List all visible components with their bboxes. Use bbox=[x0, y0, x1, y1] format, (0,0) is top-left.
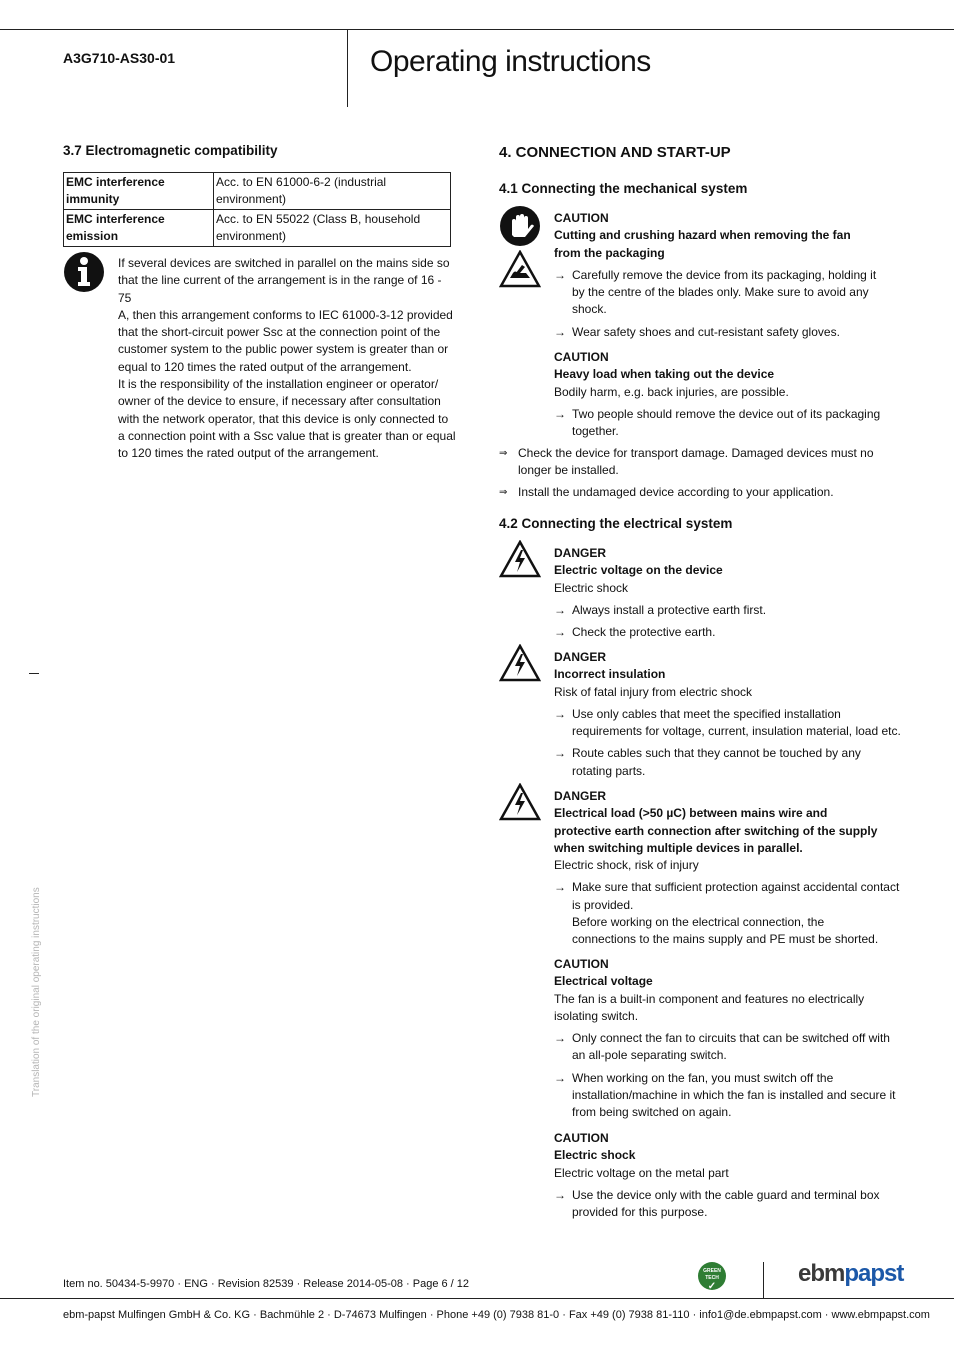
info-line: A, then this arrangement conforms to IEC 61000-3-12 provided bbox=[118, 307, 453, 322]
side-note: Translation of the original operating instructions bbox=[31, 887, 42, 1097]
warning-consequence: Bodily harm, e.g. back injuries, are possible. bbox=[554, 384, 789, 399]
instruction-item bbox=[554, 324, 904, 341]
instruction-item bbox=[554, 602, 904, 619]
danger-block bbox=[554, 545, 904, 641]
arrow-icon: → bbox=[554, 1070, 566, 1085]
arrow-icon: → bbox=[554, 267, 566, 282]
warning-caption: DANGER bbox=[554, 789, 607, 803]
electrical-heading: 4.2 Connecting the electrical system bbox=[499, 516, 733, 531]
info-line: that the short-circuit power Ssc at the connection point of the bbox=[118, 325, 441, 340]
arrow-icon: → bbox=[554, 880, 566, 895]
danger-block bbox=[554, 649, 904, 780]
warning-caption: CAUTION bbox=[554, 211, 609, 225]
instruction-line: together. bbox=[572, 424, 619, 439]
table-cell: Acc. to EN 55022 (Class B, household environment) bbox=[214, 210, 451, 247]
instruction-line: by the centre of the blades only. Make sure to avoid any bbox=[572, 285, 869, 300]
greentech-badge-icon: GREEN TECH ✓ bbox=[698, 1262, 726, 1290]
instruction-item bbox=[554, 406, 904, 441]
instruction-item bbox=[554, 1030, 904, 1065]
info-line: It is the responsibility of the installation engineer or operator/ bbox=[118, 377, 439, 392]
check-item bbox=[499, 445, 899, 480]
instruction-line: installation/machine in which the fan is installed and secure it bbox=[572, 1088, 896, 1103]
arrow-icon: → bbox=[554, 602, 566, 617]
instruction-line: Only connect the fan to circuits that can be switched off with bbox=[572, 1031, 890, 1046]
arrow-icon: → bbox=[554, 1187, 566, 1202]
warning-subject: Cutting and crushing hazard when removing the fan bbox=[554, 228, 851, 243]
warning-subject: Electric voltage on the device bbox=[554, 563, 723, 578]
instruction-line: connections to the mains supply and PE must be shorted. bbox=[572, 932, 879, 947]
warning-caption: DANGER bbox=[554, 546, 607, 560]
instruction-line: requirements for voltage, current, insulation material, load etc. bbox=[572, 724, 901, 739]
footer-item-info: Item no. 50434-5-9970 · ENG · Revision 82539 · Release 2014-05-08 · Page 6 / 12 bbox=[63, 1278, 470, 1290]
info-line: that the line current of the arrangement is in the range of 16 - 75 bbox=[118, 273, 442, 305]
instruction-line: Use only cables that meet the specified installation bbox=[572, 706, 841, 721]
instruction-line: is provided. bbox=[572, 897, 634, 912]
mechanical-heading: 4.1 Connecting the mechanical system bbox=[499, 181, 748, 196]
warning-caption: CAUTION bbox=[554, 1131, 609, 1145]
warning-subject: from the packaging bbox=[554, 245, 665, 260]
danger-block bbox=[554, 788, 904, 949]
table-cell: Acc. to EN 61000-6-2 (industrial environment) bbox=[214, 173, 451, 210]
instruction-line: provided for this purpose. bbox=[572, 1205, 708, 1220]
warning-caption: CAUTION bbox=[554, 957, 609, 971]
electric-hazard-icon bbox=[499, 644, 541, 682]
connection-heading: 4. CONNECTION AND START-UP bbox=[499, 144, 731, 161]
instruction-line: rotating parts. bbox=[572, 763, 646, 778]
info-line: owner of the device to ensure, if necessary after consultation bbox=[118, 394, 441, 409]
instruction-item bbox=[554, 706, 904, 741]
info-line: customer system to the public power system is greater than or bbox=[118, 342, 449, 357]
caution-block bbox=[554, 1130, 904, 1221]
warning-subject: when switching multiple devices in parallel. bbox=[554, 840, 803, 855]
fold-mark bbox=[29, 673, 39, 674]
arrow-icon: → bbox=[554, 324, 566, 339]
instruction-item bbox=[554, 267, 904, 319]
footer-rule bbox=[0, 1298, 954, 1299]
instruction-item bbox=[554, 745, 904, 780]
instruction-line: Always install a protective earth first. bbox=[572, 602, 767, 617]
check-line: longer be installed. bbox=[518, 463, 619, 478]
model-number: A3G710-AS30-01 bbox=[63, 50, 176, 66]
check-line: Check the device for transport damage. Damaged devices must no bbox=[518, 446, 874, 460]
warning-subject: Electrical voltage bbox=[554, 974, 653, 989]
warning-consequence: Electric voltage on the metal part bbox=[554, 1165, 729, 1180]
electric-hazard-icon bbox=[499, 783, 541, 821]
instruction-line: When working on the fan, you must switch off the bbox=[572, 1070, 834, 1085]
instruction-line: from being switched on again. bbox=[572, 1105, 732, 1120]
check-arrow-icon: ⇒ bbox=[499, 448, 508, 459]
warning-subject: Electric shock bbox=[554, 1148, 636, 1163]
info-icon bbox=[63, 251, 105, 293]
instruction-line: shock. bbox=[572, 302, 607, 317]
instruction-line: Wear safety shoes and cut-resistant safety gloves. bbox=[572, 324, 840, 339]
warning-consequence: isolating switch. bbox=[554, 1008, 639, 1023]
footer-company-info: ebm-papst Mulfingen GmbH & Co. KG · Bachmühle 2 · D-74673 Mulfingen · Phone +49 (0) 7938 81-0 · Fax +49 (0) 7938 81-110 · info1@de.ebmpapst.com · www.ebmpapst.com bbox=[63, 1309, 930, 1321]
warning-consequence: Electric shock bbox=[554, 580, 629, 595]
warning-consequence: The fan is a built-in component and features no electrically bbox=[554, 991, 865, 1006]
ebmpapst-logo: ebmpapst bbox=[798, 1260, 904, 1287]
table-row bbox=[64, 210, 451, 247]
table-row bbox=[64, 173, 451, 210]
arrow-icon: → bbox=[554, 625, 566, 640]
instruction-line: Check the protective earth. bbox=[572, 625, 716, 640]
instruction-line: Route cables such that they cannot be touched by any bbox=[572, 746, 861, 761]
page-title: Operating instructions bbox=[370, 45, 651, 78]
instruction-line: Make sure that sufficient protection against accidental contact bbox=[572, 880, 900, 895]
header-divider bbox=[347, 29, 348, 107]
check-arrow-icon: ⇒ bbox=[499, 487, 508, 498]
instruction-line: Before working on the electrical connection, the bbox=[572, 915, 825, 930]
instruction-item bbox=[554, 879, 904, 948]
instruction-item bbox=[554, 624, 904, 641]
caution-block bbox=[554, 349, 904, 440]
footer-divider bbox=[763, 1262, 764, 1298]
instruction-line: Use the device only with the cable guard and terminal box bbox=[572, 1187, 880, 1202]
info-line: If several devices are switched in parallel on the mains side so bbox=[118, 256, 450, 270]
instruction-line: Carefully remove the device from its packaging, holding it bbox=[572, 267, 877, 282]
emc-heading: 3.7 Electromagnetic compatibility bbox=[63, 143, 278, 158]
crush-hazard-icon bbox=[499, 250, 541, 288]
arrow-icon: → bbox=[554, 706, 566, 721]
header-top-rule bbox=[0, 29, 954, 30]
check-line: Install the undamaged device according to your application. bbox=[518, 485, 834, 499]
gloves-icon bbox=[499, 205, 541, 247]
instruction-item bbox=[554, 1070, 904, 1122]
arrow-icon: → bbox=[554, 746, 566, 761]
table-cell: EMC interference immunity bbox=[64, 173, 214, 210]
electric-hazard-icon bbox=[499, 540, 541, 578]
info-line: a connection point with a Ssc value that is greater than or equal bbox=[118, 428, 456, 443]
instruction-line: Two people should remove the device out of its packaging bbox=[572, 406, 881, 421]
arrow-icon: → bbox=[554, 1031, 566, 1046]
instruction-item bbox=[554, 1187, 904, 1222]
table-cell: EMC interference emission bbox=[64, 210, 214, 247]
warning-subject: protective earth connection after switching of the supply bbox=[554, 823, 878, 838]
instruction-line: an all-pole separating switch. bbox=[572, 1048, 727, 1063]
emc-info-text bbox=[118, 255, 458, 463]
warning-subject: Incorrect insulation bbox=[554, 667, 666, 682]
info-line: to 120 times the rated output of the arrangement. bbox=[118, 446, 379, 461]
warning-subject: Heavy load when taking out the device bbox=[554, 367, 775, 382]
warning-consequence: Electric shock, risk of injury bbox=[554, 858, 699, 873]
arrow-icon: → bbox=[554, 406, 566, 421]
caution-block bbox=[554, 210, 904, 341]
warning-subject: Electrical load (>50 µC) between mains wire and bbox=[554, 806, 828, 821]
info-line: with the network operator, that this device is only connected to bbox=[118, 411, 449, 426]
caution-block bbox=[554, 956, 904, 1122]
info-line: equal to 120 times the rated output of the arrangement. bbox=[118, 359, 412, 374]
warning-caption: CAUTION bbox=[554, 350, 609, 364]
check-item bbox=[499, 484, 899, 501]
emc-table bbox=[63, 172, 451, 247]
warning-consequence: Risk of fatal injury from electric shock bbox=[554, 684, 753, 699]
warning-caption: DANGER bbox=[554, 650, 607, 664]
